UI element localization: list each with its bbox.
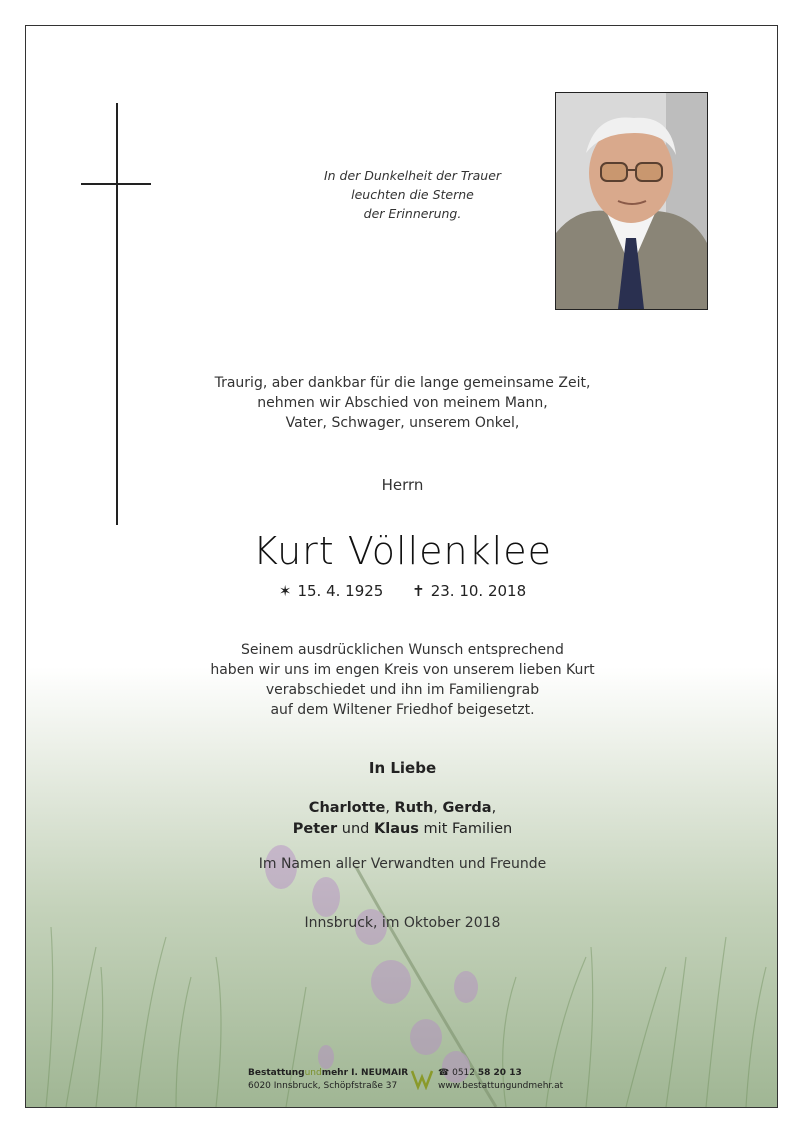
family-name: Charlotte	[308, 800, 386, 816]
body-line: Seinem ausdrücklichen Wunsch entsprechend	[241, 642, 564, 658]
footer-left	[248, 1067, 408, 1093]
family-name: Gerda	[442, 800, 492, 816]
birth-date: 15. 4. 1925	[297, 582, 384, 600]
memorial-quote	[26, 166, 778, 223]
birth-star-icon: ✶	[278, 582, 292, 600]
connector: mit Familien	[418, 821, 513, 837]
family-names	[26, 798, 778, 840]
separator: ,	[491, 800, 497, 816]
intro-line: nehmen wir Abschied von meinem Mann,	[257, 395, 548, 411]
funeral-home-footer	[26, 1064, 778, 1094]
family-name: Klaus	[373, 821, 419, 837]
death-date: 23. 10. 2018	[430, 582, 527, 600]
quote-line: leuchten die Sterne	[351, 187, 474, 202]
company-phone: ☎ 0512 58 20 13	[438, 1068, 522, 1078]
place-and-date: Innsbruck, im Oktober 2018	[304, 915, 501, 931]
intro-line: Traurig, aber dankbar für die lange gemeinsame Zeit,	[214, 375, 591, 391]
company-logo-icon	[410, 1068, 434, 1090]
intro-line: Vater, Schwager, unserem Onkel,	[285, 415, 520, 431]
intro-text	[26, 373, 778, 433]
separator: ,	[385, 800, 395, 816]
family-name: Ruth	[394, 800, 434, 816]
company-website[interactable]: www.bestattungundmehr.at	[438, 1081, 564, 1091]
in-love-heading: In Liebe	[368, 759, 437, 777]
company-name: Bestattungundmehr I. NEUMAIR	[248, 1068, 409, 1078]
life-dates	[26, 582, 778, 600]
salutation: Herrn	[381, 476, 424, 494]
body-text	[26, 640, 778, 720]
phone-icon: ☎	[438, 1068, 450, 1078]
body-line: auf dem Wiltener Friedhof beigesetzt.	[270, 702, 535, 718]
footer-right	[438, 1067, 563, 1093]
grass-flower-illustration	[26, 807, 778, 1107]
family-line-1	[26, 798, 778, 819]
company-address: 6020 Innsbruck, Schöpfstraße 37	[248, 1081, 398, 1091]
body-line: haben wir uns im engen Kreis von unserem lieben Kurt	[210, 662, 595, 678]
body-line: verabschiedet und ihn im Familiengrab	[265, 682, 540, 698]
separator: ,	[433, 800, 443, 816]
connector: und	[337, 821, 374, 837]
family-line-2	[26, 819, 778, 840]
relatives-line: Im Namen aller Verwandten und Freunde	[258, 856, 547, 872]
quote-line: In der Dunkelheit der Trauer	[323, 168, 502, 183]
deceased-name: Kurt Völlenklee	[253, 529, 552, 573]
family-name: Peter	[292, 821, 338, 837]
death-cross-icon: ✝	[412, 582, 425, 600]
quote-line: der Erinnerung.	[363, 206, 462, 221]
obituary-card	[25, 25, 778, 1108]
